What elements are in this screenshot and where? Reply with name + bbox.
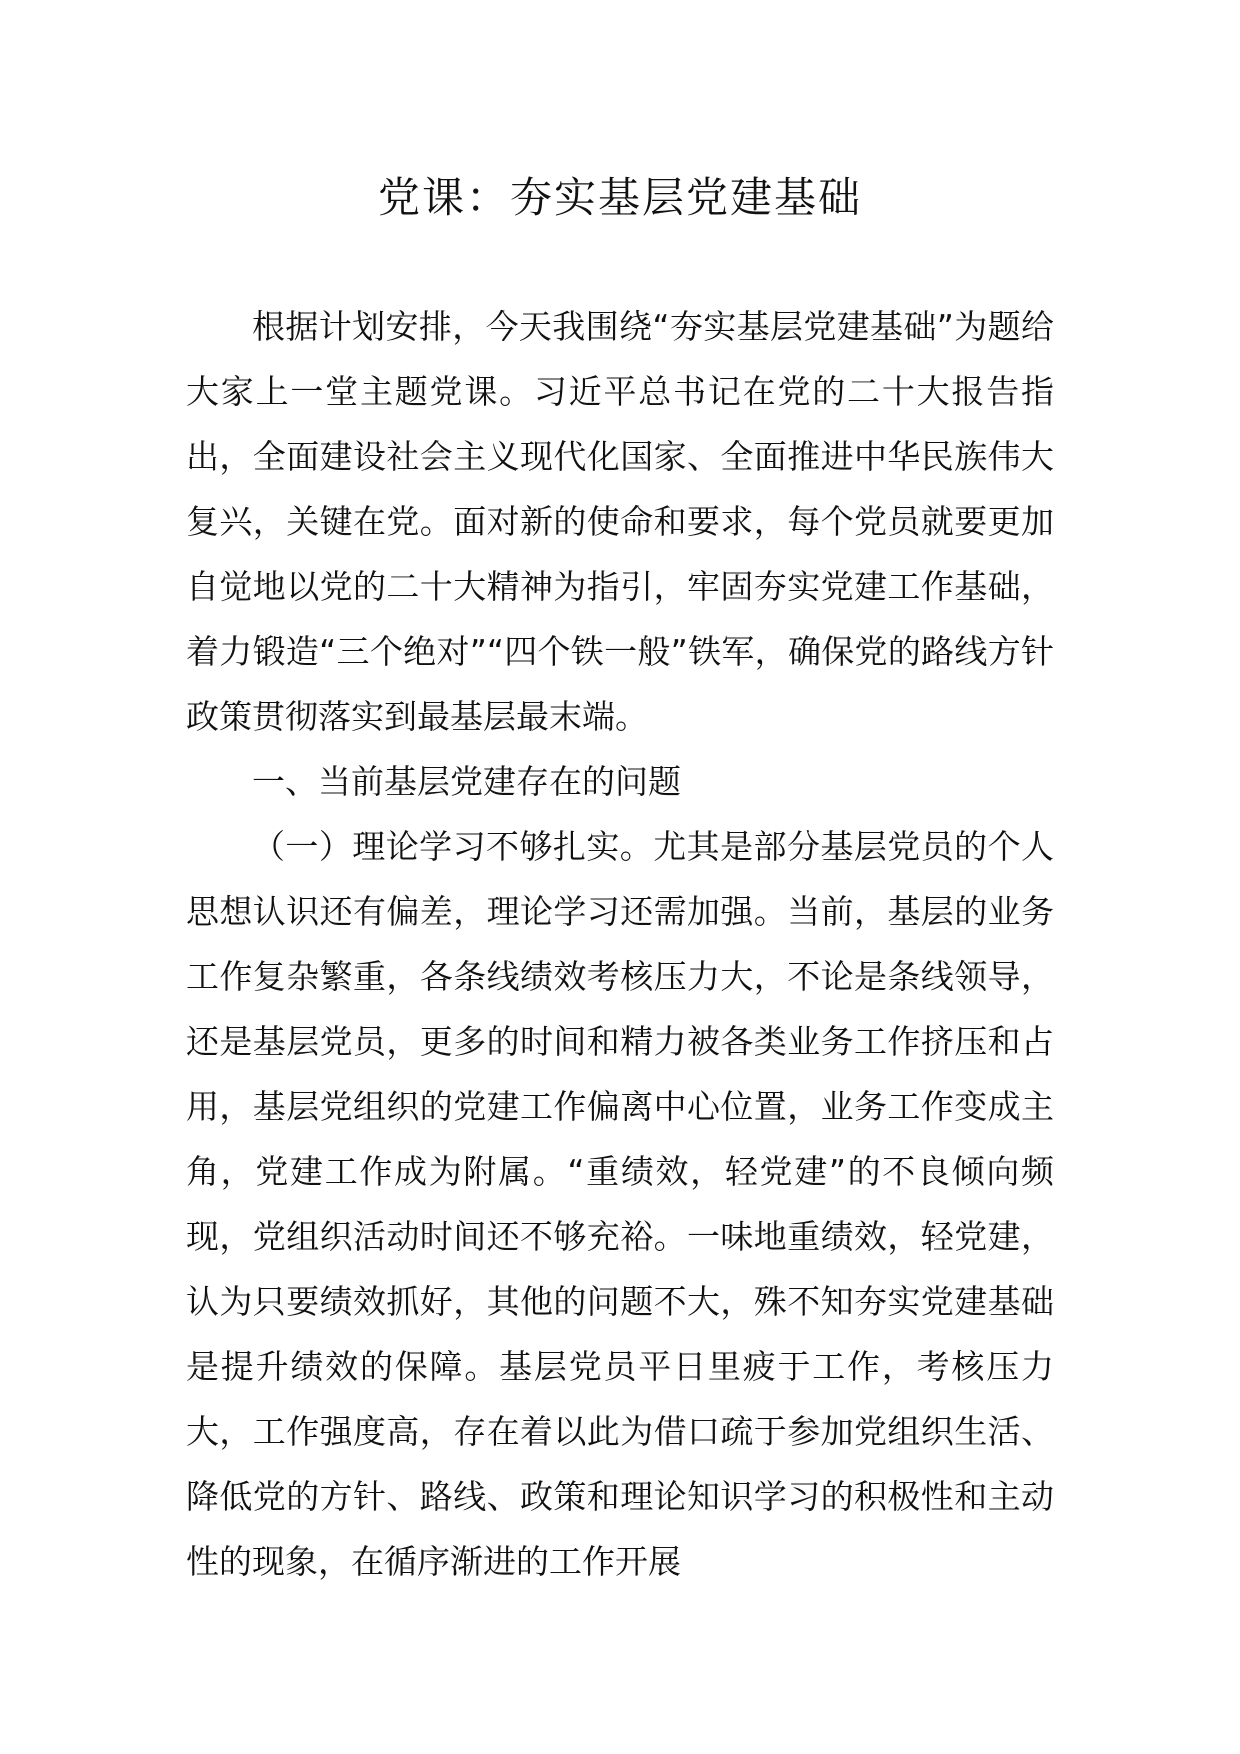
- intro-paragraph: 根据计划安排，今天我围绕“夯实基层党建基础”为题给大家上一堂主题党课。习近平总书记在党的二十大报告指出，全面建设社会主义现代化国家、全面推进中华民族伟大复兴，关键在党。面对新的使命和要求，每个党员就要更加自觉地以党的二十大精神为指引，牢固夯实党建工作基础，着力锻造“三个绝对”“四个铁一般”铁军，确保党的路线方针政策贯彻落实到最基层最末端。: [186, 307, 1054, 736]
- document-body: [186, 294, 1054, 1594]
- section-heading: 一、当前基层党建存在的问题: [252, 762, 681, 801]
- section-paragraph: （一）理论学习不够扎实。尤其是部分基层党员的个人思想认识还有偏差，理论学习还需加强。当前，基层的业务工作复杂繁重，各条线绩效考核压力大，不论是条线领导，还是基层党员，更多的时间和精力被各类业务工作挤压和占用，基层党组织的党建工作偏离中心位置，业务工作变成主角，党建工作成为附属。“重绩效，轻党建”的不良倾向频现，党组织活动时间还不够充裕。一味地重绩效，轻党建，认为只要绩效抓好，其他的问题不大，殊不知夯实党建基础是提升绩效的保障。基层党员平日里疲于工作，考核压力大，工作强度高，存在着以此为借口疏于参加党组织生活、降低党的方针、路线、政策和理论知识学习的积极性和主动性的现象，在循序渐进的工作开展: [186, 827, 1054, 1581]
- document-title: 党课：夯实基层党建基础: [377, 173, 862, 222]
